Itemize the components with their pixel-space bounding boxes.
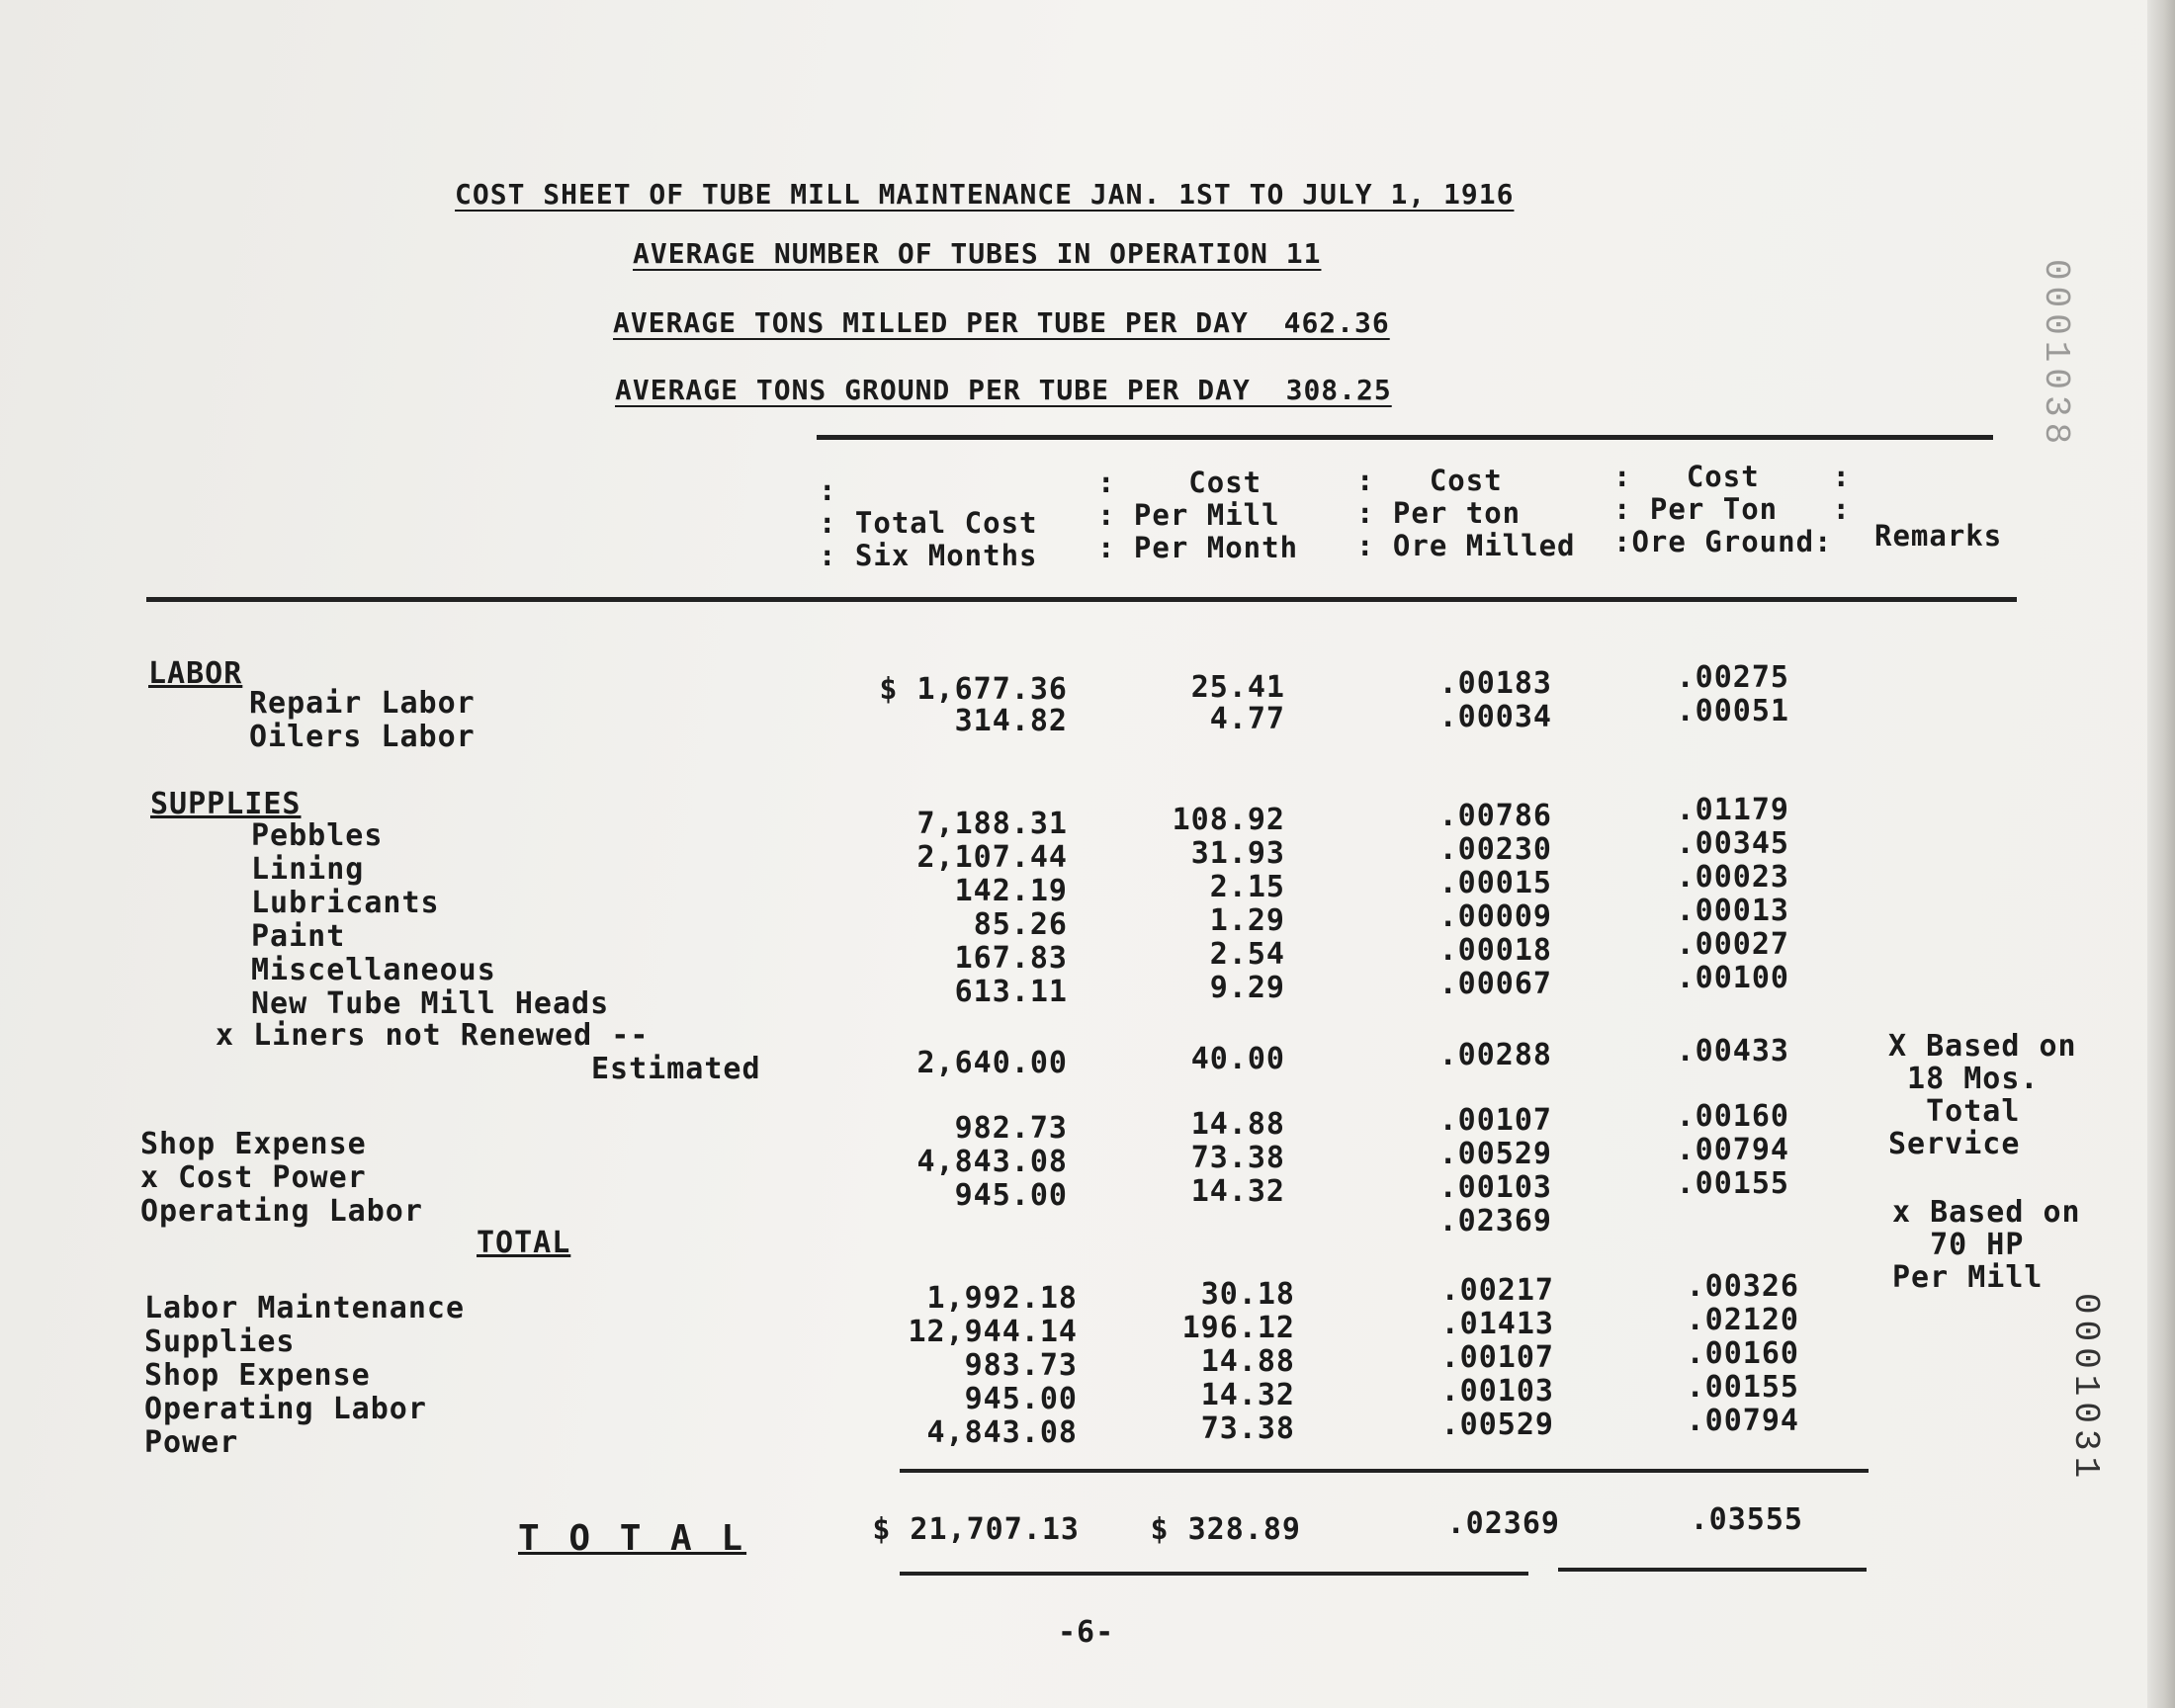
cell-total-cost: 167.83	[954, 941, 1068, 976]
row-label: Paint	[251, 919, 346, 954]
header-remarks: Remarks	[1874, 519, 2003, 553]
row-label: Labor Maintenance	[144, 1291, 466, 1325]
cell-total-cost: 982.73	[954, 1111, 1068, 1146]
row-label: x Liners not Renewed --	[216, 1018, 650, 1053]
row-label: Shop Expense	[140, 1127, 367, 1161]
cell-per-ton-ground: .00794	[1676, 1133, 1789, 1167]
cell-per-ton-ground: .00275	[1676, 660, 1789, 695]
header-per-ton-ground: : Cost : : Per Ton : :Ore Ground:	[1613, 460, 1851, 558]
cell-per-mill: 4.77	[1209, 702, 1285, 736]
cell-per-ton-milled: .00103	[1440, 1374, 1554, 1409]
cell-per-ton-milled: .00103	[1438, 1170, 1552, 1205]
cell-per-mill: 31.93	[1190, 836, 1285, 871]
section-heading-supplies: SUPPLIES	[150, 787, 302, 821]
row-label: Operating Labor	[140, 1194, 423, 1229]
row-label: New Tube Mill Heads	[251, 986, 610, 1021]
cell-per-ton-milled: .00786	[1438, 799, 1552, 833]
cell-per-mill: 14.88	[1190, 1107, 1285, 1142]
cell-per-mill: 14.32	[1200, 1378, 1295, 1412]
row-label: Miscellaneous	[251, 953, 496, 987]
remark-liners-note: X Based on 18 Mos. Total Service	[1888, 1029, 2077, 1161]
remark-power-note: x Based on 70 HP Per Mill	[1892, 1195, 2081, 1295]
cell-total-cost: 85.26	[973, 907, 1068, 942]
cell-per-ton-milled: .00529	[1438, 1137, 1552, 1171]
row-label-continued: Estimated	[591, 1052, 761, 1086]
cell-per-mill: 40.00	[1190, 1042, 1285, 1076]
cell-per-ton-ground: .00155	[1676, 1166, 1789, 1201]
cell-per-mill: 9.29	[1209, 971, 1285, 1005]
grand-total-rule-left	[900, 1572, 1528, 1576]
cell-per-ton-milled: .00230	[1438, 832, 1552, 867]
cell-total-cost: 945.00	[964, 1382, 1078, 1416]
cell-per-mill: 14.88	[1200, 1344, 1295, 1379]
cell-total-cost: 2,107.44	[916, 840, 1068, 875]
cell-per-ton-ground: .01179	[1676, 793, 1789, 827]
cell-total-cost: 12,944.14	[908, 1315, 1078, 1349]
cell-per-ton-ground: .00051	[1676, 694, 1789, 728]
header-per-mill: : Cost : Per Mill : Per Month	[1097, 466, 1299, 564]
row-label: Lubricants	[251, 886, 440, 920]
grand-total-rule-right	[1558, 1568, 1867, 1572]
cell-per-ton-milled: .00015	[1438, 866, 1552, 900]
title-tons-milled: AVERAGE TONS MILLED PER TUBE PER DAY 462.36	[613, 306, 1390, 339]
cell-per-mill: 2.54	[1209, 937, 1285, 972]
cell-per-ton-ground: .00326	[1686, 1269, 1799, 1304]
row-label: Supplies	[144, 1324, 296, 1359]
cell-per-ton-milled: .01413	[1440, 1307, 1554, 1341]
cell-per-mill: 1.29	[1209, 903, 1285, 938]
cell-per-ton-ground: .00013	[1676, 894, 1789, 928]
cell-per-ton-milled: .00183	[1438, 666, 1552, 701]
grand-total-per-ton-ground: .03555	[1690, 1502, 1803, 1537]
cell-total-cost: 4,843.08	[926, 1415, 1078, 1450]
cell-total-cost: 7,188.31	[916, 807, 1068, 841]
cell-per-ton-ground: .00155	[1686, 1370, 1799, 1405]
page-number: -6-	[1058, 1615, 1115, 1650]
cell-per-ton-ground: .00433	[1676, 1034, 1789, 1068]
title-tons-ground: AVERAGE TONS GROUND PER TUBE PER DAY 308.25	[615, 374, 1392, 406]
cell-per-ton-ground: .00023	[1676, 860, 1789, 895]
cell-per-mill: 14.32	[1190, 1174, 1285, 1209]
cell-per-ton-milled: .00034	[1438, 700, 1552, 734]
bates-stamp-top: 0001038	[2036, 259, 2076, 451]
cell-total-cost: 4,843.08	[916, 1145, 1068, 1179]
cell-per-ton-milled: .00009	[1438, 899, 1552, 934]
cell-total-cost: 1,992.18	[926, 1281, 1078, 1316]
summary-rule	[900, 1469, 1869, 1473]
cell-per-mill: 73.38	[1190, 1141, 1285, 1175]
title-main: COST SHEET OF TUBE MILL MAINTENANCE JAN. 1ST TO JULY 1, 1916	[455, 178, 1515, 211]
header-total-cost: : : Total Cost : Six Months	[819, 473, 1038, 572]
header-per-ton-milled: : Cost : Per ton : Ore Milled	[1356, 464, 1576, 562]
cell-per-ton-ground: .00027	[1676, 927, 1789, 962]
cell-total-cost: 314.82	[954, 704, 1068, 738]
cell-per-mill: 30.18	[1200, 1277, 1295, 1312]
subtotal-per-ton-milled: .02369	[1438, 1204, 1552, 1238]
cell-per-ton-milled: .00529	[1440, 1408, 1554, 1442]
cell-total-cost: 983.73	[964, 1348, 1078, 1383]
header-top-rule	[817, 435, 1993, 440]
cell-per-ton-ground: .00100	[1676, 961, 1789, 995]
cell-per-ton-ground: .00160	[1676, 1099, 1789, 1134]
row-label: Operating Labor	[144, 1392, 427, 1426]
cell-per-mill: 2.15	[1209, 870, 1285, 904]
bates-stamp-bottom: 0001031	[2065, 1293, 2106, 1485]
grand-total-per-mill: $ 328.89	[1150, 1512, 1301, 1547]
cell-per-ton-ground: .00794	[1686, 1404, 1799, 1438]
cell-per-mill: 25.41	[1190, 670, 1285, 705]
cell-per-ton-ground: .00345	[1676, 826, 1789, 861]
cell-per-ton-milled: .00067	[1438, 967, 1552, 1001]
cell-per-ton-milled: .00217	[1440, 1273, 1554, 1308]
cell-per-mill: 196.12	[1181, 1311, 1295, 1345]
row-label: Shop Expense	[144, 1358, 371, 1393]
grand-total-cost: $ 21,707.13	[872, 1512, 1080, 1547]
row-label: Pebbles	[251, 818, 384, 853]
grand-total-per-ton-milled: .02369	[1446, 1506, 1560, 1541]
cell-total-cost: 613.11	[954, 975, 1068, 1009]
row-label: Oilers Labor	[249, 720, 476, 754]
row-label: Power	[144, 1425, 239, 1460]
cell-per-ton-milled: .00018	[1438, 933, 1552, 968]
row-label: Repair Labor	[249, 686, 476, 721]
row-label: x Cost Power	[140, 1160, 367, 1195]
cell-per-mill: 108.92	[1172, 803, 1285, 837]
section-heading-labor: LABOR	[148, 656, 243, 691]
title-tubes: AVERAGE NUMBER OF TUBES IN OPERATION 11	[633, 237, 1322, 270]
cell-total-cost: 2,640.00	[916, 1046, 1068, 1080]
page-edge-shadow	[2147, 0, 2175, 1708]
cell-per-mill: 73.38	[1200, 1411, 1295, 1446]
cell-total-cost: 945.00	[954, 1178, 1068, 1213]
cell-per-ton-ground: .00160	[1686, 1336, 1799, 1371]
cell-per-ton-milled: .00107	[1438, 1103, 1552, 1138]
subtotal-label: TOTAL	[477, 1226, 571, 1260]
row-label: Lining	[251, 852, 365, 887]
cell-total-cost: 142.19	[954, 874, 1068, 908]
header-bottom-rule	[146, 597, 2017, 602]
cell-per-ton-milled: .00288	[1438, 1038, 1552, 1072]
cell-per-ton-milled: .00107	[1440, 1340, 1554, 1375]
cell-total-cost: $ 1,677.36	[879, 672, 1068, 707]
grand-total-label: T O T A L	[518, 1518, 747, 1559]
cell-per-ton-ground: .02120	[1686, 1303, 1799, 1337]
